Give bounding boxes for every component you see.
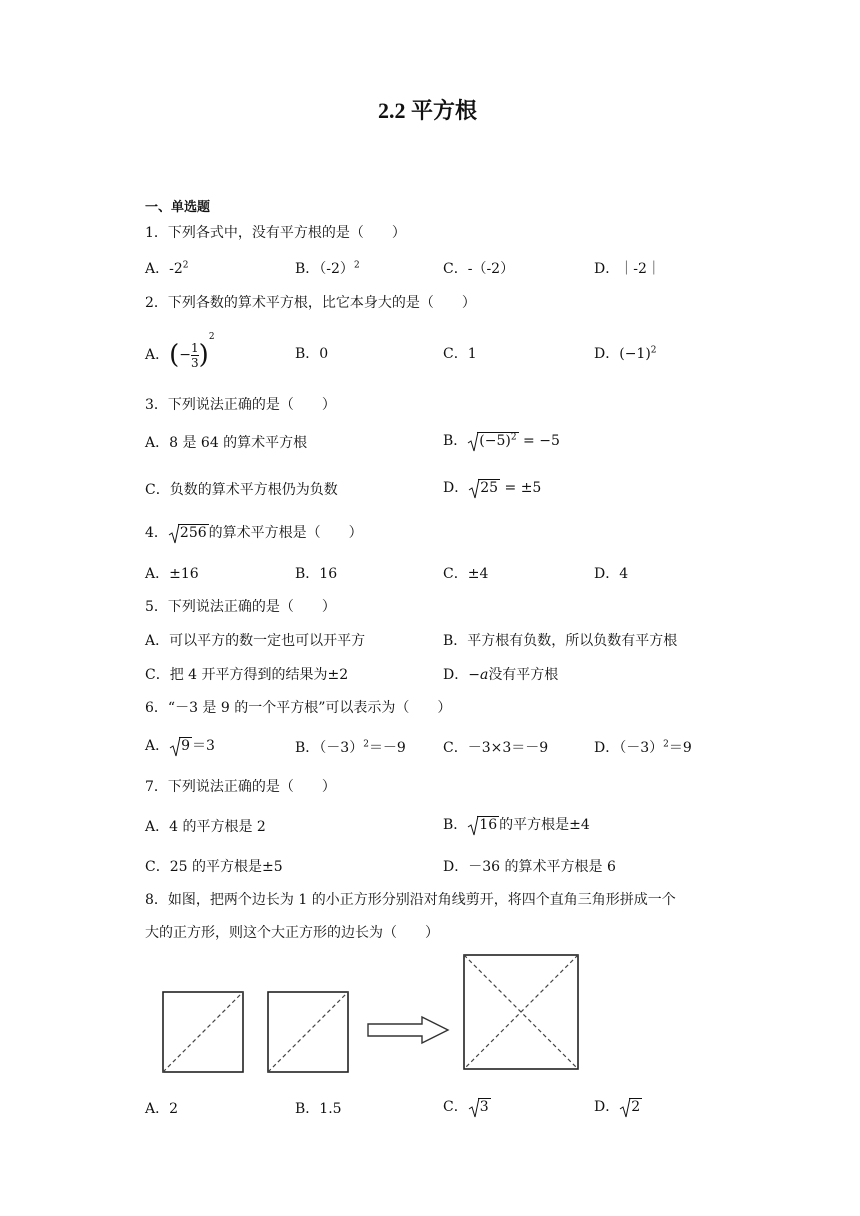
question-3-stem: 3．下列说法正确的是（ ） xyxy=(145,397,336,413)
question-2-stem: 2．下列各数的算术平方根，比它本身大的是（ ） xyxy=(145,295,476,311)
question-8-option-c: C． 3 xyxy=(443,1099,489,1115)
sqrt-sign: 3 xyxy=(468,1099,491,1115)
question-6-option-a: A． 9 ＝3 xyxy=(145,738,215,754)
question-7-option-c: C．25 的平方根是±5 xyxy=(145,859,283,875)
question-8-stem-line2: 大的正方形，则这个大正方形的边长为（ ） xyxy=(145,925,439,941)
question-2-option-a: A．(− $\frac{1}{3}$ )$^2$ xyxy=(145,332,215,370)
question-1-option-b: B．$(-2)^2$ xyxy=(295,260,360,277)
question-2-option-b: B．0 xyxy=(295,346,329,362)
question-8-option-a: A．2 xyxy=(145,1101,179,1117)
question-5-option-d: D．−a没有平方根 xyxy=(443,667,559,683)
sqrt-sign: 25 xyxy=(468,480,500,496)
sqrt-sign: 256 xyxy=(168,525,209,541)
question-1-option-d: D．｜-2｜ xyxy=(594,261,661,277)
question-6-option-b: B．$(-3)^2=-9$ xyxy=(295,739,406,756)
question-3-option-b: B． $(-5)^2 = -5$ xyxy=(443,432,560,450)
question-2-option-d: D．$(-1)^2$ xyxy=(594,345,657,362)
question-7-option-b: B． 16 的平方根是±4 xyxy=(443,817,590,833)
small-square-2 xyxy=(268,992,348,1072)
question-1-stem: 1．下列各式中，没有平方根的是（ ） xyxy=(145,225,406,241)
question-5-stem: 5．下列说法正确的是（ ） xyxy=(145,599,336,615)
question-6-stem: 6．“－3 是 9 的一个平方根”可以表示为（ ） xyxy=(145,700,452,716)
question-4-option-d: D．4 xyxy=(594,566,629,582)
sqrt-sign: 16 xyxy=(467,817,499,833)
arrow-icon xyxy=(368,1017,448,1043)
sqrt-sign: 2 xyxy=(619,1099,642,1115)
question-3-option-a: A．8 是 64 的算术平方根 xyxy=(145,435,308,451)
question-6-option-d: D．$(-3)^2=9$ xyxy=(594,739,692,756)
question-1-option-c: C．-（-2） xyxy=(443,261,515,277)
sqrt-sign: 9 xyxy=(169,738,192,754)
section-heading: 一、单选题 xyxy=(145,200,211,215)
question-3-option-c: C．负数的算术平方根仍为负数 xyxy=(145,482,338,498)
question-5-option-a: A．可以平方的数一定也可以开平方 xyxy=(145,633,366,649)
small-square-1 xyxy=(163,992,243,1072)
large-square xyxy=(464,955,578,1069)
question-1-option-a: A．$-2^2$ xyxy=(145,260,189,277)
page-title: 2.2 平方根 xyxy=(378,98,478,123)
question-4-stem: 4． 256 的算术平方根是（ ） xyxy=(145,525,363,541)
question-5-option-c: C．把 4 开平方得到的结果为±2 xyxy=(145,667,349,683)
question-8-option-d: D． 2 xyxy=(594,1099,641,1115)
question-2-option-c: C．1 xyxy=(443,346,477,362)
question-8-option-b: B．1.5 xyxy=(295,1101,342,1117)
question-8-stem-line1: 8．如图，把两个边长为 1 的小正方形分别沿对角线剪开，将四个直角三角形拼成一个 xyxy=(145,892,676,908)
question-5-option-b: B．平方根有负数，所以负数有平方根 xyxy=(443,633,678,649)
question-4-option-b: B．16 xyxy=(295,566,338,582)
question-7-option-d: D．－36 的算术平方根是 6 xyxy=(443,859,616,875)
sqrt-sign: $(-5)^2$ xyxy=(467,433,518,450)
question-4-option-a: A．±16 xyxy=(145,566,199,582)
question-4-option-c: C．±4 xyxy=(443,566,489,582)
question-8-figure xyxy=(150,945,600,1085)
question-6-option-c: C．－3×3＝－9 xyxy=(443,740,549,756)
question-7-stem: 7．下列说法正确的是（ ） xyxy=(145,779,336,795)
question-3-option-d: D． 25 = ±5 xyxy=(443,480,542,496)
question-7-option-a: A．4 的平方根是 2 xyxy=(145,819,266,835)
